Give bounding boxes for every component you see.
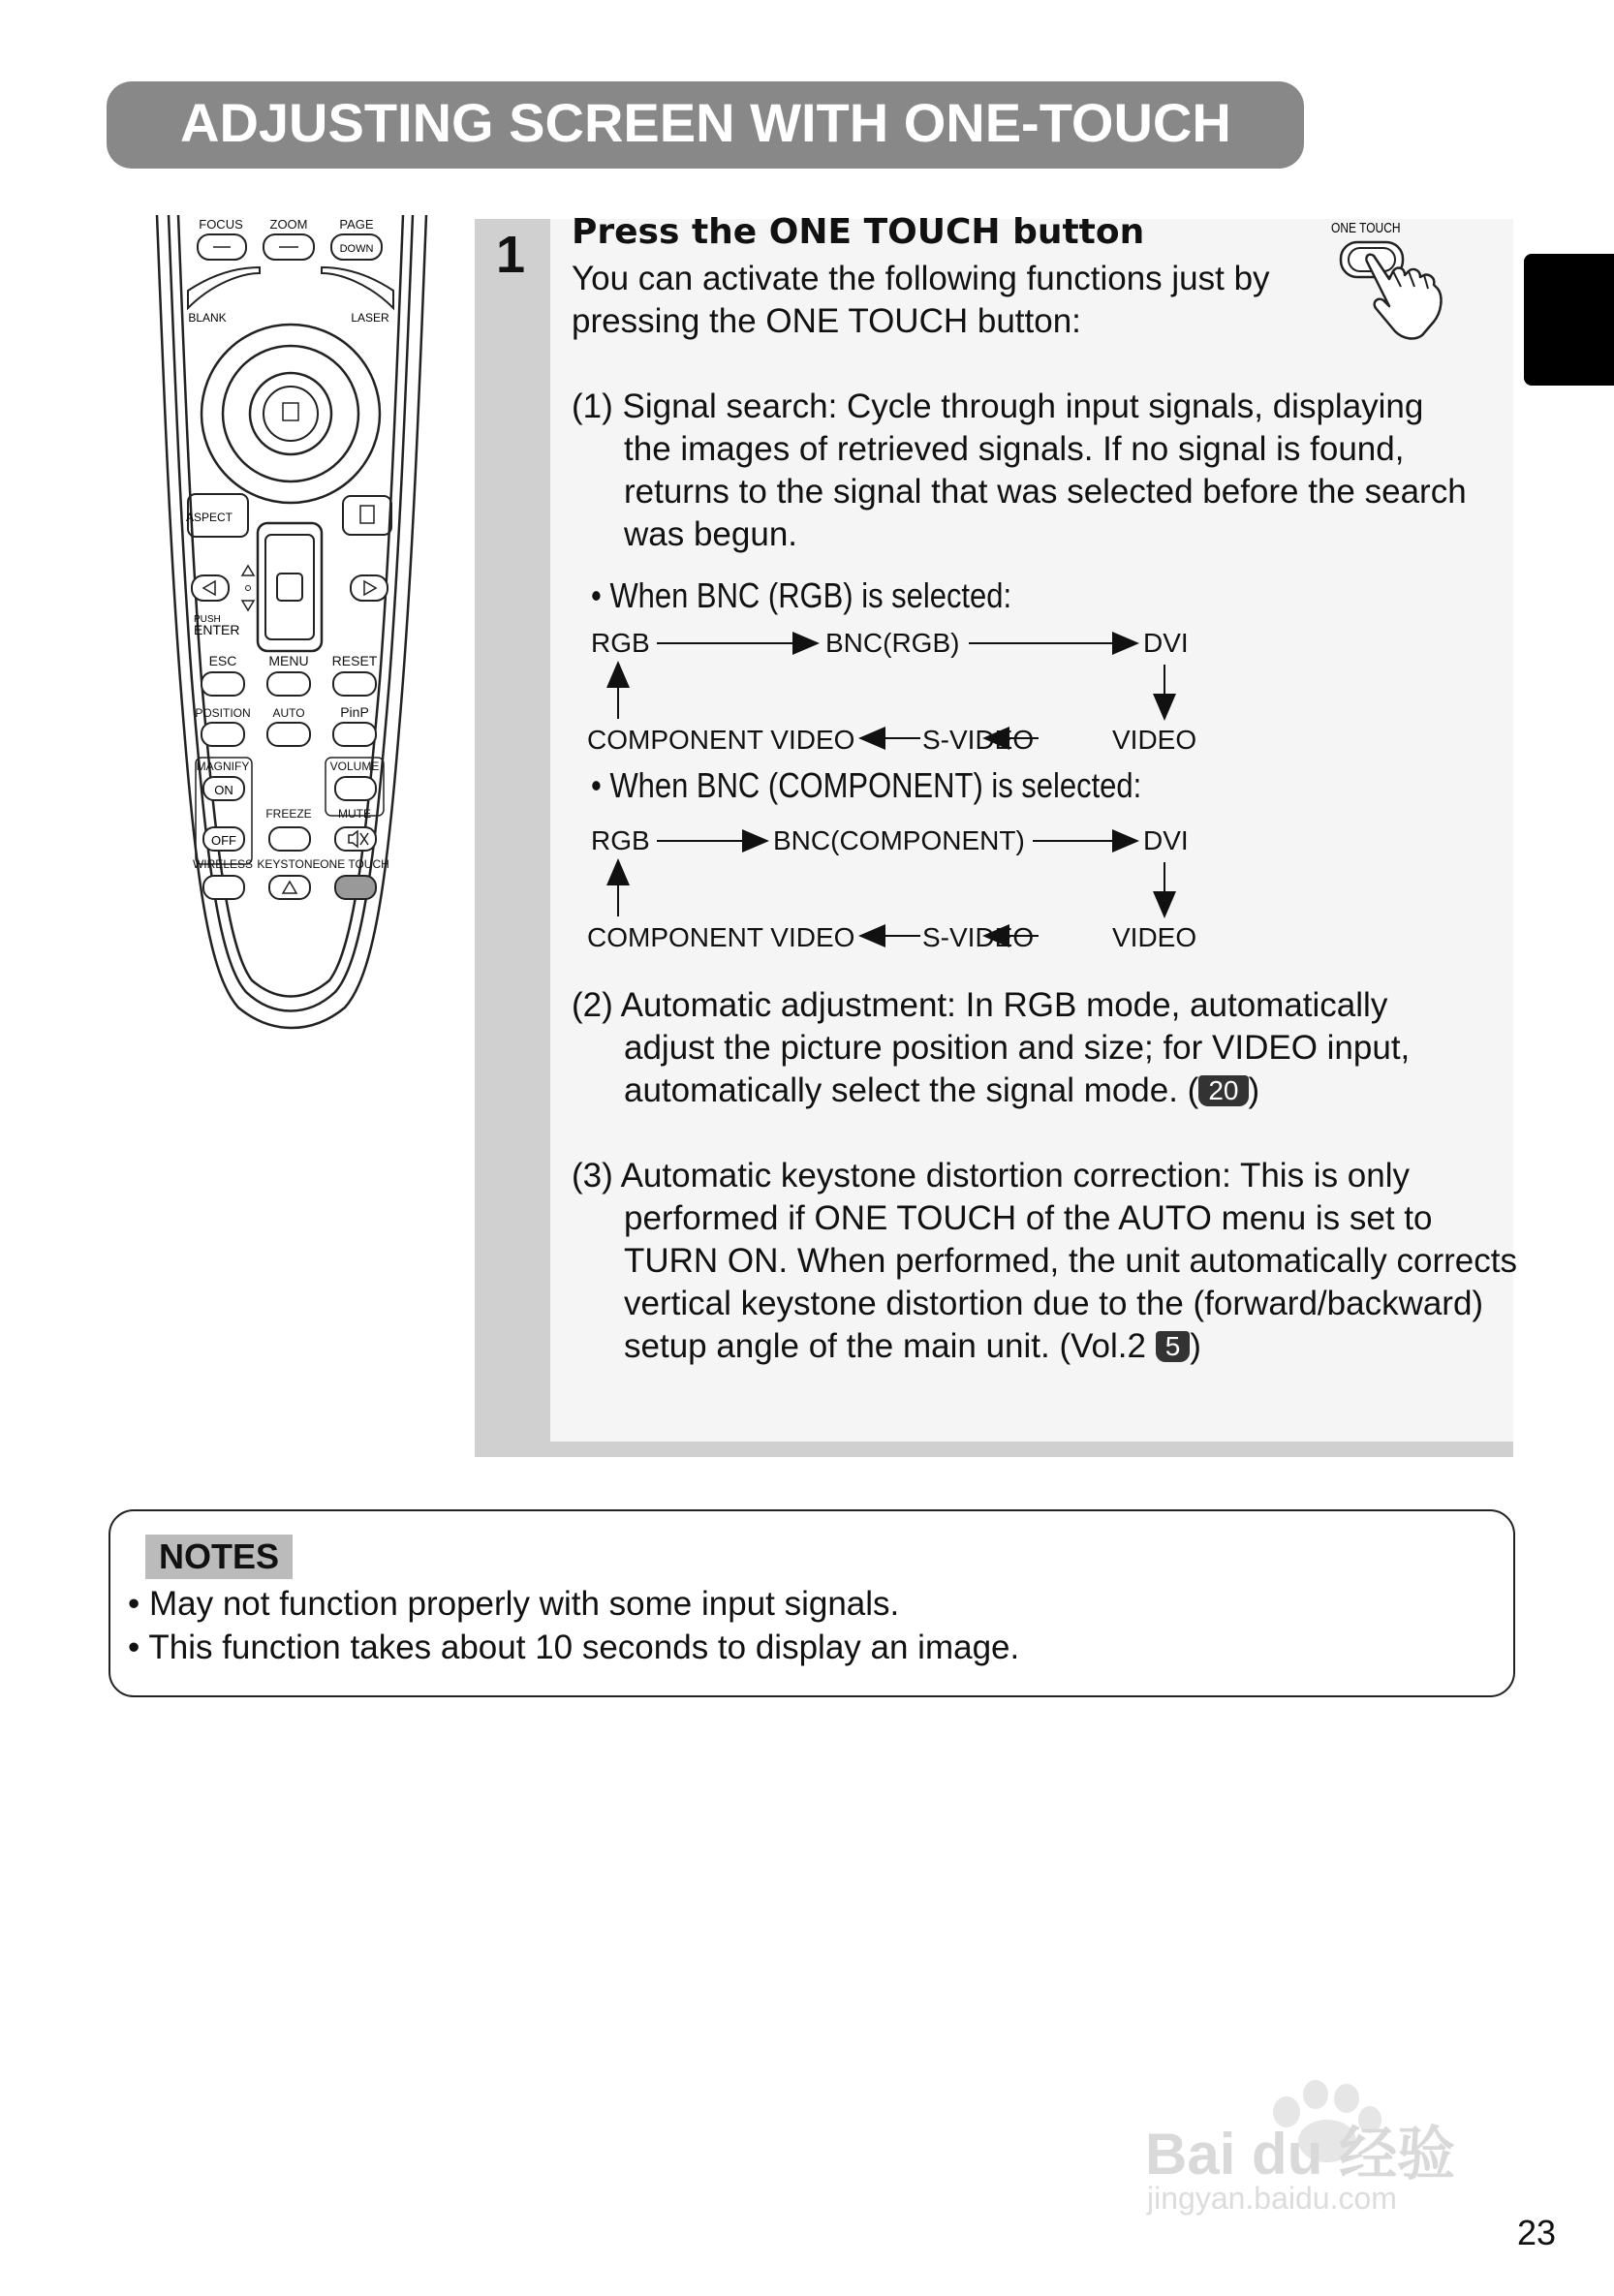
item-1-number: (1) [572,388,623,425]
flow-rgb-node-component: COMPONENT VIDEO [587,725,855,755]
item-3-line-5 [624,1325,1201,1368]
page-ref-icon: 20 [1198,1075,1248,1106]
one-touch-label: ONE TOUCH [320,857,389,871]
mute-label: MUTE [338,807,371,821]
on-label: ON [214,783,233,797]
item-1-line-1 [572,386,1423,428]
flow-component-arrows [543,818,1221,953]
focus-label: FOCUS [199,217,243,232]
flow-component-node-svideo: S-VIDEO [922,922,1035,952]
flow-rgb-node-rgb: RGB [591,628,650,658]
item-1-line-3: returns to the signal that was selected before the search [624,473,1467,511]
item-2-text-1: In RGB mode, automatically [955,986,1388,1024]
step-bottom-rule [475,1442,1513,1457]
flow-rgb-node-dvi: DVI [1143,628,1189,658]
intro-line-1: You can activate the following functions just by [572,260,1270,297]
disk-pad[interactable] [202,325,380,503]
reset-label: RESET [331,653,378,668]
flow-component-title: • When BNC (COMPONENT) is selected: [591,765,1142,805]
intro-line-2: pressing the ONE TOUCH button: [572,302,1081,340]
flow-rgb-node-svideo: S-VIDEO [922,725,1035,755]
item-3-line-3: TURN ON. When performed, the unit automatically corrects [624,1242,1517,1280]
item-3-text-5-end: ) [1190,1327,1201,1365]
item-1-label: Signal search: [622,388,838,425]
down-label: DOWN [339,243,374,255]
item-3-line-1 [572,1155,1410,1197]
flow-component-node-rgb: RGB [591,825,650,855]
page-title: ADJUSTING SCREEN WITH ONE-TOUCH [180,92,1231,153]
flow-rgb-node-video: VIDEO [1112,725,1197,755]
blank-button[interactable] [188,267,260,308]
position-label: POSITION [195,706,251,720]
item-1-line-2: the images of retrieved signals. If no signal is found, [624,430,1405,468]
enter-label: ENTER [194,622,240,637]
enter-button[interactable] [277,574,302,601]
keystone-button[interactable] [269,876,310,899]
item-2-number: (2) [572,986,621,1024]
remote-control-illustration [145,215,436,1035]
item-3-line-2: performed if ONE TOUCH of the AUTO menu is set to [624,1199,1433,1237]
menu-button[interactable] [267,672,310,696]
item-2-label: Automatic adjustment: [620,986,956,1024]
mute-button[interactable] [335,827,376,851]
flow-rgb-arrows [543,620,1221,756]
pinp-label: PinP [340,704,369,720]
flow-component-node-component: COMPONENT VIDEO [587,922,855,952]
keystone-label: KEYSTONE [257,857,321,871]
auto-button[interactable] [267,723,310,746]
blank-label: BLANK [188,311,227,325]
left-arrow-button[interactable] [192,575,229,601]
notes-label: NOTES [145,1535,293,1579]
item-3-text-5: setup angle of the main unit. (Vol.2 [624,1327,1156,1365]
item-3-line-4: vertical keystone distortion due to the (forward/backward) [624,1285,1484,1322]
magnify-label: MAGNIFY [196,760,250,773]
right-click-button[interactable] [343,496,391,535]
baidu-watermark [1141,2073,1529,2218]
item-2-text-3-end: ) [1248,1071,1260,1109]
reset-button[interactable] [333,672,376,696]
position-button[interactable] [202,723,244,746]
volume-button[interactable] [335,777,376,800]
item-2-line-1 [572,984,1387,1027]
page-label: PAGE [339,217,374,232]
wireless-label: WIRELESS [192,857,254,871]
item-2-line-3 [624,1070,1259,1112]
step-number: 1 [496,226,526,284]
mouse-button[interactable] [264,387,318,441]
pinp-button[interactable] [333,723,376,746]
page-number: 23 [1517,2213,1557,2252]
item-1-line-4: was begun. [624,515,798,553]
item-3-number: (3) [572,1157,621,1195]
watermark-brand: Bai du 经验 [1145,2122,1456,2187]
zoom-label: ZOOM [269,217,308,232]
esc-label: ESC [208,653,237,668]
step-heading: Press the ONE TOUCH button [572,212,1145,252]
flow-component-node-bnc: BNC(COMPONENT) [773,825,1025,855]
flow-rgb-node-bnc: BNC(RGB) [825,628,960,658]
note-item-1: • May not function properly with some input signals. [128,1585,900,1623]
laser-label: LASER [351,311,389,325]
flow-component-node-video: VIDEO [1112,922,1197,952]
off-label: OFF [211,833,236,848]
right-arrow-button[interactable] [351,575,388,601]
step-band [475,219,550,1457]
wireless-button[interactable] [203,876,244,899]
note-item-2: • This function takes about 10 seconds to display an image. [128,1629,1020,1666]
volume-label: VOLUME [329,760,380,773]
item-2-text-3: automatically select the signal mode. ( [624,1071,1199,1109]
one-touch-button-highlighted[interactable] [335,876,376,899]
flow-component-node-dvi: DVI [1143,825,1189,855]
item-1-text-1: Cycle through input signals, displaying [837,388,1424,425]
book-ref-icon: 5 [1156,1331,1191,1362]
flow-rgb-title: • When BNC (RGB) is selected: [591,575,1012,615]
one-touch-icon-label: ONE TOUCH [1331,219,1401,236]
push-label: PUSH [194,614,221,625]
watermark-url: jingyan.baidu.com [1147,2181,1397,2216]
freeze-label: FREEZE [265,807,312,821]
menu-label: MENU [268,653,309,668]
auto-label: AUTO [272,706,305,720]
aspect-label: ASPECT [185,511,233,524]
one-touch-hand-icon [1321,215,1467,345]
item-3-text-1: This is only [1230,1157,1411,1195]
item-3-label: Automatic keystone distortion correction: [620,1157,1231,1195]
freeze-button[interactable] [269,827,310,851]
esc-button[interactable] [202,672,244,696]
chapter-tab [1524,254,1614,386]
item-2-line-2: adjust the picture position and size; for VIDEO input, [624,1029,1411,1067]
laser-button[interactable] [322,267,393,308]
